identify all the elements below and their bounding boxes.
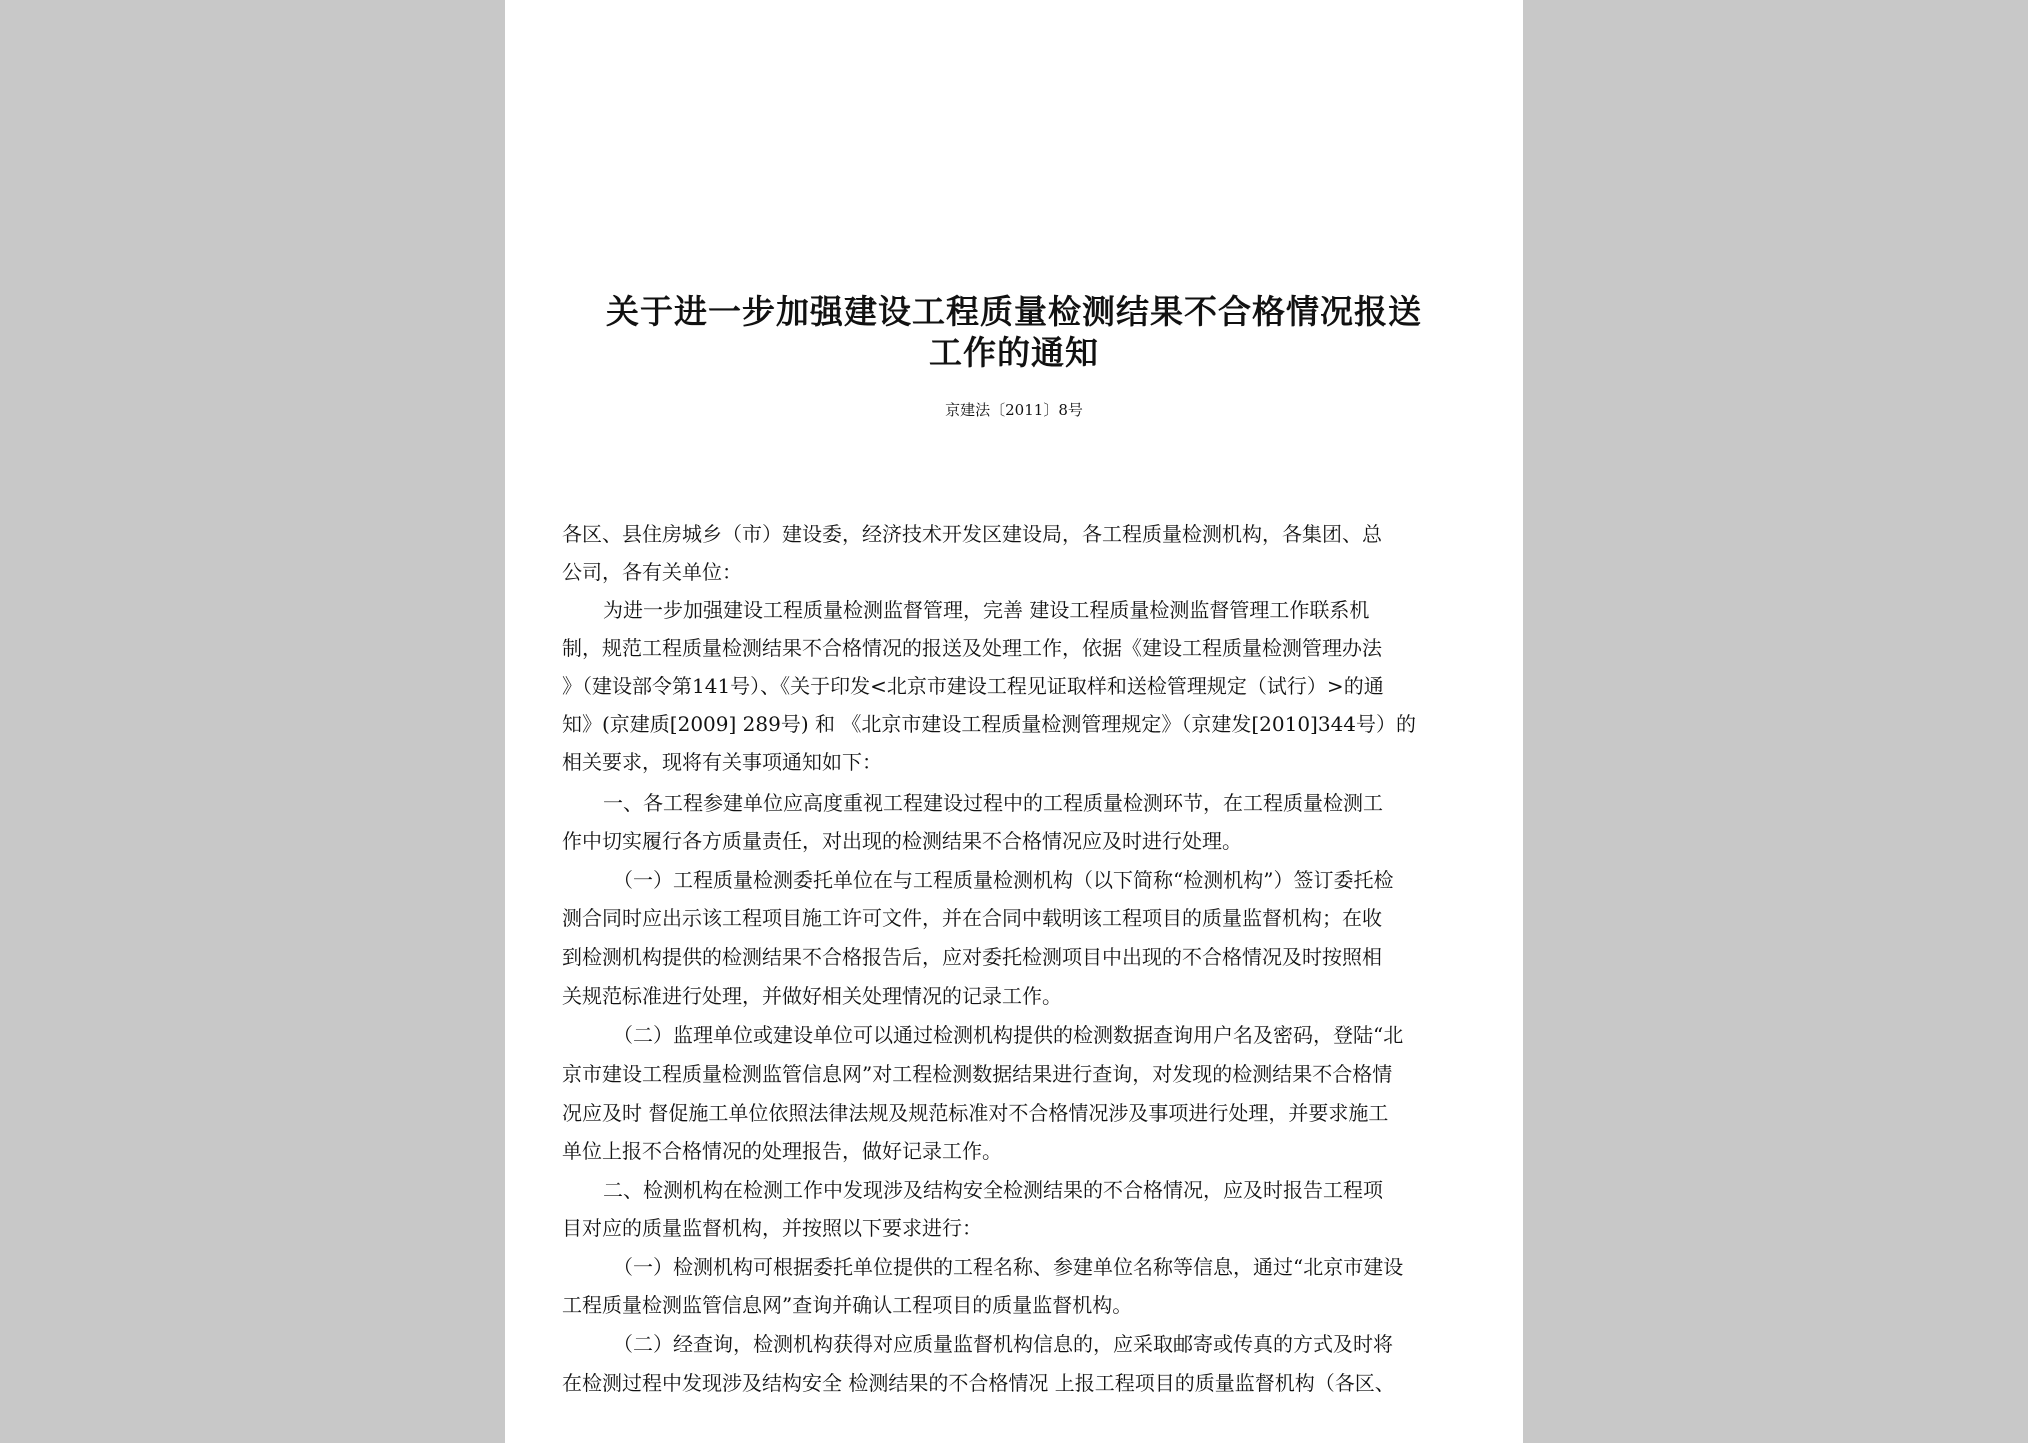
document-page xyxy=(505,0,1523,1443)
body-line: 知》(京建质[2009] 289号) 和 《北京市建设工程质量检测管理规定》（京建发[2010]344号）的 xyxy=(562,712,1417,736)
body-line: （二）监理单位或建设单位可以通过检测机构提供的检测数据查询用户名及密码，登陆“北 xyxy=(613,1023,1404,1047)
document-title-line-1: 关于进一步加强建设工程质量检测结果不合格情况报送 xyxy=(606,292,1422,331)
body-line: 一、各工程参建单位应高度重视工程建设过程中的工程质量检测环节，在工程质量检测工 xyxy=(603,791,1383,815)
body-line: 二、检测机构在检测工作中发现涉及结构安全检测结果的不合格情况，应及时报告工程项 xyxy=(603,1178,1383,1202)
body-line: 相关要求，现将有关事项通知如下： xyxy=(562,750,882,774)
body-line: 作中切实履行各方质量责任，对出现的检测结果不合格情况应及时进行处理。 xyxy=(562,829,1242,853)
body-line: 单位上报不合格情况的处理报告，做好记录工作。 xyxy=(562,1139,1002,1163)
body-line: 关规范标准进行处理，并做好相关处理情况的记录工作。 xyxy=(562,984,1062,1008)
body-line: 到检测机构提供的检测结果不合格报告后，应对委托检测项目中出现的不合格情况及时按照相 xyxy=(562,945,1382,969)
body-line: 公司，各有关单位： xyxy=(562,560,742,584)
body-line: 工程质量检测监管信息网”查询并确认工程项目的质量监督机构。 xyxy=(562,1293,1133,1317)
body-line: 在检测过程中发现涉及结构安全 检测结果的不合格情况 上报工程项目的质量监督机构（各区、 xyxy=(562,1371,1395,1395)
document-title-line-2: 工作的通知 xyxy=(929,333,1099,372)
body-line: （一）工程质量检测委托单位在与工程质量检测机构（以下简称“检测机构”）签订委托检 xyxy=(613,868,1394,892)
body-line: 为进一步加强建设工程质量检测监督管理，完善 建设工程质量检测监督管理工作联系机 xyxy=(603,598,1370,622)
document-number: 京建法〔2011〕8号 xyxy=(945,401,1083,419)
body-line: 目对应的质量监督机构，并按照以下要求进行： xyxy=(562,1216,982,1240)
body-line: 》（建设部令第141号）、《关于印发<北京市建设工程见证取样和送检管理规定（试行）>的通 xyxy=(562,674,1384,698)
body-line: 制，规范工程质量检测结果不合格情况的报送及处理工作，依据《建设工程质量检测管理办法 xyxy=(562,636,1382,660)
body-line: 测合同时应出示该工程项目施工许可文件，并在合同中载明该工程项目的质量监督机构；在收 xyxy=(562,906,1382,930)
body-line: 各区、县住房城乡（市）建设委，经济技术开发区建设局，各工程质量检测机构，各集团、总 xyxy=(562,522,1382,546)
body-line: （一）检测机构可根据委托单位提供的工程名称、参建单位名称等信息，通过“北京市建设 xyxy=(613,1255,1404,1279)
body-line: 京市建设工程质量检测监管信息网”对工程检测数据结果进行查询，对发现的检测结果不合格情 xyxy=(562,1062,1393,1086)
body-line: 况应及时 督促施工单位依照法律法规及规范标准对不合格情况涉及事项进行处理，并要求施工 xyxy=(562,1101,1389,1125)
body-line: （二）经查询，检测机构获得对应质量监督机构信息的，应采取邮寄或传真的方式及时将 xyxy=(613,1332,1393,1356)
